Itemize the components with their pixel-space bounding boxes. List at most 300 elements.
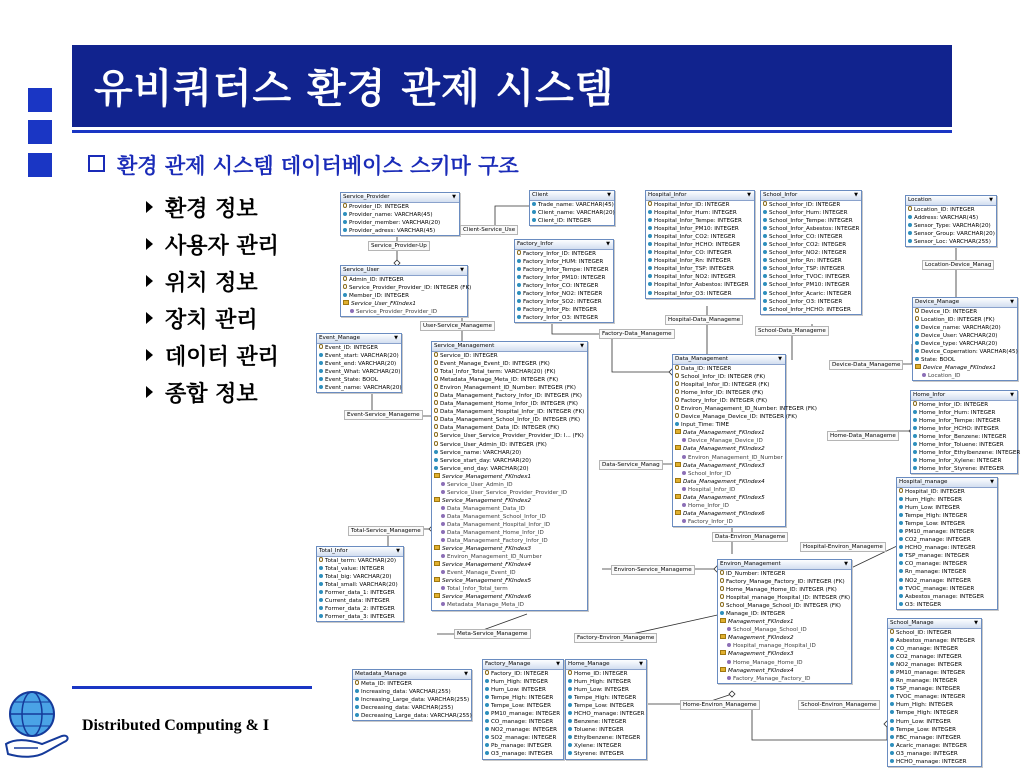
entity-field: [646, 257, 754, 265]
entity-field-text: Hospital_Infor_TSP: INTEGER: [654, 266, 734, 273]
entity-field: [483, 678, 563, 686]
entity-field-text: Data_Management_School_Infor_ID: INTEGER (FK): [440, 417, 581, 424]
field-icon: [648, 242, 652, 246]
field-icon: [319, 566, 323, 570]
entity-field: [483, 742, 563, 750]
entity-title-text: Home_Infor: [913, 392, 946, 398]
entity-field: [888, 629, 981, 637]
entity-field: [530, 217, 614, 225]
entity-field-text: Factory_Infor_Tempe: INTEGER: [523, 267, 609, 274]
index-field-icon: [441, 490, 445, 494]
entity-field-text: School_Infor_Tempe: INTEGER: [769, 218, 853, 225]
field-icon: [648, 226, 652, 230]
entity-field-text: Data_ID: INTEGER: [681, 366, 732, 372]
entity-title-text: Factory_Manage: [485, 661, 531, 667]
entity-field-text: Sensor_Loc: VARCHAR(255): [914, 239, 991, 246]
relation-label: Factory-Data_Manageme: [599, 329, 675, 339]
index-icon: [675, 478, 681, 483]
entity-field-text: Acaric_manage: INTEGER: [896, 742, 968, 749]
relation-label: Event-Service_Manageme: [344, 410, 423, 420]
relation-label: Service_Provider-Up: [368, 241, 430, 251]
entity-field-text: Hum_Low: INTEGER: [574, 687, 629, 694]
entity-field-text: Tempe_Low: INTEGER: [491, 703, 552, 710]
relation-label: Total-Service_Manageme: [348, 526, 424, 536]
entity-field: [515, 314, 613, 322]
field-icon: [890, 702, 894, 706]
entity-field-text: Event_Manage_Event_ID: INTEGER (FK): [440, 361, 550, 368]
entity-field-text: School_ID: INTEGER: [896, 630, 952, 636]
relation-label: Data-Service_Manag: [599, 460, 663, 470]
entity-field: [515, 290, 613, 298]
index-field-icon: [441, 530, 445, 534]
key-icon: [899, 488, 903, 493]
entity-field-text: Hum_High: INTEGER: [574, 679, 632, 686]
entity-field: [432, 473, 587, 481]
entity-field: [897, 536, 997, 544]
entity-field: [566, 726, 646, 734]
entity-field: [761, 209, 861, 217]
entity-field: [483, 710, 563, 718]
entity-title: [888, 619, 981, 629]
entity-field-text: Factory_Manage_Factory_ID: INTEGER (FK): [726, 579, 845, 586]
field-icon: [890, 727, 894, 731]
field-icon: [648, 274, 652, 278]
entity-field-text: CO2_manage: INTEGER: [905, 537, 971, 544]
field-icon: [319, 614, 323, 618]
entity-field-text: Management_FKIndex3: [728, 651, 794, 658]
entity-field: [673, 397, 785, 405]
field-icon: [899, 505, 903, 509]
key-icon: [434, 368, 438, 373]
entity-title-text: Metadata_Manage: [355, 671, 407, 677]
entity-field-text: Tempe_High: INTEGER: [896, 710, 959, 717]
field-icon: [648, 258, 652, 262]
field-icon: [763, 218, 767, 222]
entity-title: [341, 266, 467, 276]
entity-field-text: Home_Infor_ID: INTEGER: [919, 402, 989, 408]
entity-field-text: Management_FKIndex4: [728, 667, 794, 674]
index-icon: [720, 634, 726, 639]
entity-title: [897, 478, 997, 488]
relation-label: Hospital-Environ_Manageme: [800, 542, 886, 552]
key-icon: [434, 392, 438, 397]
key-icon: [355, 680, 359, 685]
entity-field-text: Event_Manage_Event_ID: [447, 570, 516, 577]
entity-field: [432, 368, 587, 376]
field-icon: [319, 582, 323, 586]
entity-field: [432, 505, 587, 513]
entity-field-text: Current_data: INTEGER: [325, 598, 390, 605]
entity-field: [761, 306, 861, 314]
entity-title: [906, 196, 996, 206]
field-icon: [319, 606, 323, 610]
entity-field-text: Hospital_Infor_O3: INTEGER: [654, 290, 732, 297]
entity-field-text: CO_manage: INTEGER: [896, 646, 959, 653]
field-icon: [319, 369, 323, 373]
entity-field: [353, 704, 471, 712]
entity-field-text: Factory_Infor_Pb: INTEGER: [523, 307, 598, 314]
entity-field-text: Data_Management_Home_Infor_ID: [447, 530, 544, 537]
entity-field: [432, 424, 587, 432]
entity-field: [761, 217, 861, 225]
field-icon: [899, 537, 903, 541]
entity-field-text: Environ_Management_ID_Number: [447, 554, 542, 561]
key-icon: [675, 397, 679, 402]
entity-field: [566, 718, 646, 726]
entity-title: [317, 334, 401, 344]
field-icon: [899, 569, 903, 573]
entity-field: [341, 227, 459, 235]
index-field-icon: [682, 519, 686, 523]
bullet-text: 사용자 관리: [165, 234, 279, 259]
entity-field: [913, 324, 1017, 332]
entity-field-text: Event_State: BOOL: [325, 377, 378, 384]
field-icon: [485, 695, 489, 699]
entity-field: [341, 308, 467, 316]
field-icon: [648, 250, 652, 254]
entity-field-text: Factory_Infor_CO: INTEGER: [523, 283, 599, 290]
key-icon: [675, 381, 679, 386]
field-icon: [899, 586, 903, 590]
entity-field: [913, 356, 1017, 364]
entity-field-text: Hospital_Infor_HCHO: INTEGER: [654, 242, 741, 249]
entity-title: [317, 547, 403, 557]
entity-field-text: Data_Management_FKIndex2: [683, 446, 765, 453]
key-icon: [319, 344, 323, 349]
entity-field-text: Metadata_Manage_Meta_ID: [447, 602, 524, 609]
key-icon: [720, 594, 724, 599]
entity-field: [913, 308, 1017, 316]
entity-field: [888, 645, 981, 653]
entity-field-text: Hum_High: INTEGER: [905, 497, 963, 504]
key-icon: [434, 424, 438, 429]
field-icon: [915, 341, 919, 345]
entity-field: [432, 537, 587, 545]
triangle-right-icon: [146, 238, 153, 250]
entity-field-text: Provider_member: VARCHAR(20): [349, 220, 441, 227]
title-bar: [72, 45, 952, 127]
entity-field-text: Tempe_Low: INTEGER: [896, 726, 957, 733]
entity-title-text: Location: [908, 197, 932, 203]
field-icon: [434, 458, 438, 462]
entity-field-text: Increasing_Large_data: VARCHAR(255): [361, 697, 470, 704]
field-icon: [913, 450, 917, 454]
entity-field-text: Location_ID: INTEGER (FK): [921, 317, 995, 324]
footer-rule: [72, 686, 312, 689]
index-field-icon: [441, 482, 445, 486]
entity-field-text: Factory_Infor_NO2: INTEGER: [523, 291, 603, 298]
entity-field: [432, 376, 587, 384]
entity-field-text: Metadata_Manage_Meta_ID: INTEGER (FK): [440, 377, 559, 384]
chevron-down-icon: ▼: [580, 343, 584, 349]
entity-field: [432, 360, 587, 368]
entity-field-text: Data_Management_Data_ID: [447, 505, 525, 512]
field-icon: [899, 497, 903, 501]
field-icon: [648, 218, 652, 222]
entity-field: [888, 758, 981, 766]
index-field-icon: [922, 373, 926, 377]
decor-square-3: [28, 153, 52, 177]
field-icon: [485, 711, 489, 715]
field-icon: [568, 727, 572, 731]
entity-field-text: Factory_Infor_O3: INTEGER: [523, 315, 599, 322]
chevron-down-icon: ▼: [990, 479, 994, 485]
entity-field: [317, 368, 401, 376]
relation-label: Device-Data_Manageme: [829, 360, 903, 370]
index-icon: [434, 497, 440, 502]
entity-field: [483, 702, 563, 710]
field-icon: [763, 266, 767, 270]
entity-table: [717, 559, 852, 684]
entity-field: [432, 545, 587, 553]
entity-field: [515, 274, 613, 282]
field-icon: [890, 719, 894, 723]
triangle-right-icon: [146, 312, 153, 324]
entity-title: [761, 191, 861, 201]
key-icon: [434, 376, 438, 381]
entity-field-text: Environ_Management_ID_Number: INTEGER (FK): [440, 385, 576, 392]
chevron-down-icon: ▼: [452, 194, 456, 200]
entity-field-text: Service_Management_FKIndex4: [442, 562, 532, 569]
bullet-item: [146, 266, 279, 303]
entity-title-text: Hospital_Infor: [648, 192, 687, 198]
entity-field: [646, 273, 754, 281]
entity-table: [340, 265, 472, 317]
chevron-down-icon: ▼: [747, 192, 751, 198]
entity-field: [897, 512, 997, 520]
entity-field: [341, 284, 472, 292]
field-icon: [890, 670, 894, 674]
chevron-down-icon: ▼: [639, 661, 643, 667]
entity-field: [718, 586, 851, 594]
entity-field-text: Styrene: INTEGER: [574, 751, 624, 758]
entity-field-text: Factory_Infor_ID: INTEGER: [523, 251, 597, 257]
entity-field: [432, 408, 587, 416]
field-icon: [890, 735, 894, 739]
key-icon: [648, 201, 652, 206]
entity-field-text: TVOC_manage: INTEGER: [905, 585, 975, 592]
entity-field: [761, 273, 861, 281]
entity-field-text: Sensor_Type: VARCHAR(20): [914, 223, 991, 230]
field-icon: [648, 282, 652, 286]
entity-field-text: TSP_manage: INTEGER: [896, 686, 961, 693]
entity-table: [431, 341, 588, 611]
entity-field: [761, 281, 861, 289]
entity-field: [897, 568, 997, 576]
index-icon: [675, 510, 681, 515]
entity-field-text: Tempe_High: INTEGER: [574, 695, 637, 702]
key-icon: [913, 401, 917, 406]
key-icon: [720, 578, 724, 583]
entity-table: [645, 190, 755, 299]
bullet-item: [146, 229, 279, 266]
index-field-icon: [441, 570, 445, 574]
entity-field: [673, 486, 785, 494]
relation-label: Environ-Service_Manageme: [611, 565, 695, 575]
entity-field-text: Data_Management_School_Infor_ID: [447, 513, 546, 520]
entity-field-text: Data_Management_Factory_Infor_ID: [447, 538, 548, 545]
field-icon: [648, 291, 652, 295]
chevron-down-icon: ▼: [778, 356, 782, 362]
entity-field-text: Total_Infor_Total_term: VARCHAR(20) (FK): [440, 369, 556, 376]
entity-field: [432, 529, 587, 537]
entity-field: [646, 265, 754, 273]
entity-field: [897, 593, 997, 601]
entity-field-text: Service_Management_FKIndex6: [442, 594, 532, 601]
entity-field: [913, 348, 1017, 356]
entity-field: [913, 340, 1017, 348]
entity-field-text: Service_name: VARCHAR(20): [440, 449, 522, 456]
field-icon: [355, 713, 359, 717]
entity-field: [317, 344, 401, 352]
entity-field: [761, 233, 861, 241]
entity-field: [673, 389, 785, 397]
entity-table: [672, 354, 817, 527]
field-icon: [568, 711, 572, 715]
field-icon: [915, 349, 919, 353]
slide-title: 유비쿼터스 환경 관제 시스템: [94, 66, 615, 112]
field-icon: [568, 751, 572, 755]
key-icon: [434, 384, 438, 389]
entity-field: [888, 701, 981, 709]
entity-field: [761, 298, 861, 306]
entity-field: [566, 750, 646, 758]
bullet-text: 종합 정보: [165, 382, 258, 407]
entity-field-text: Hum_High: INTEGER: [491, 679, 549, 686]
entity-field: [646, 281, 754, 289]
relation-label: School-Environ_Manageme: [798, 700, 880, 710]
entity-field-text: Device_type: VARCHAR(20): [921, 341, 998, 348]
field-icon: [763, 258, 767, 262]
entity-field-text: Admin_ID: INTEGER: [349, 277, 404, 283]
field-icon: [763, 210, 767, 214]
entity-field: [483, 750, 563, 758]
entity-field-text: ID_Number: INTEGER: [726, 571, 786, 577]
entity-field-text: School_Infor_NO2: INTEGER: [769, 250, 847, 257]
field-icon: [568, 735, 572, 739]
entity-field: [483, 694, 563, 702]
entity-field-text: Decreasing_Large_data: VARCHAR(255): [361, 713, 472, 720]
entity-field: [897, 496, 997, 504]
entity-field-text: Event_What: VARCHAR(20): [325, 369, 401, 376]
entity-field-text: Total_small: VARCHAR(20): [325, 582, 398, 589]
entity-table: [529, 190, 615, 226]
index-field-icon: [682, 455, 686, 459]
entity-title: [432, 342, 587, 352]
bullet-text: 환경 정보: [165, 197, 258, 222]
entity-field: [911, 409, 1017, 417]
entity-field: [432, 569, 587, 577]
entity-field-text: CO_manage: INTEGER: [905, 561, 968, 568]
entity-field-text: Client_name: VARCHAR(20): [538, 210, 615, 217]
entity-field-text: Data_Management_Factory_Infor_ID: INTEGER (FK): [440, 393, 582, 400]
field-icon: [675, 422, 679, 426]
entity-field-text: Hospital_Infor_Rn: INTEGER: [654, 258, 731, 265]
entity-field: [718, 634, 851, 642]
entity-field: [911, 433, 1017, 441]
entity-field: [718, 675, 851, 683]
entity-field: [483, 734, 563, 742]
entity-field: [341, 203, 459, 211]
entity-field-text: Provider_adress: VARCHAR(45): [349, 228, 436, 235]
index-field-icon: [682, 503, 686, 507]
entity-title: [353, 670, 471, 680]
entity-field: [317, 352, 401, 360]
entity-field-text: Hospital_Infor_CO2: INTEGER: [654, 234, 736, 241]
index-icon: [675, 429, 681, 434]
entity-field-text: Trade_name: VARCHAR(45): [538, 202, 614, 208]
index-icon: [675, 462, 681, 467]
entity-field: [432, 601, 587, 609]
entity-field: [566, 710, 646, 718]
entity-field: [673, 413, 798, 421]
entity-field-text: State: BOOL: [921, 357, 956, 364]
entity-field: [718, 570, 851, 578]
field-icon: [763, 234, 767, 238]
entity-field-text: Home_Infor_HCHO: INTEGER: [919, 426, 999, 433]
entity-field-text: School_Infor_Rn: INTEGER: [769, 258, 842, 265]
relation-label: Client-Service_Use: [460, 225, 518, 235]
entity-field: [913, 332, 1017, 340]
entity-field: [566, 702, 646, 710]
bullet-item: [146, 377, 279, 414]
entity-title: [673, 355, 785, 365]
entity-field: [646, 209, 754, 217]
entity-field-text: Home_Infor_Toluene: INTEGER: [919, 442, 1004, 449]
field-icon: [899, 561, 903, 565]
entity-field-text: Factory_Manage_Factory_ID: [733, 675, 811, 682]
field-icon: [485, 687, 489, 691]
field-icon: [319, 377, 323, 381]
entity-field-text: Meta_ID: INTEGER: [361, 681, 412, 687]
entity-field-text: Pb_manage: INTEGER: [491, 743, 552, 750]
field-icon: [485, 743, 489, 747]
entity-field-text: Factory_Infor_ID: INTEGER (FK): [681, 398, 768, 405]
field-icon: [319, 598, 323, 602]
entity-field-text: Data_Management_Home_Infor_ID: INTEGER (FK): [440, 401, 578, 408]
entity-field: [911, 417, 1017, 425]
entity-field-text: HCHO_manage: INTEGER: [896, 758, 967, 765]
decor-square-2: [28, 120, 52, 144]
entity-field-text: School_Infor_PM10: INTEGER: [769, 282, 850, 289]
field-icon: [913, 466, 917, 470]
key-icon: [675, 405, 679, 410]
field-icon: [908, 231, 912, 235]
entity-field-text: Decreasing_data: VARCHAR(255): [361, 705, 454, 712]
chevron-down-icon: ▼: [464, 671, 468, 677]
entity-field: [317, 557, 403, 565]
field-icon: [899, 553, 903, 557]
field-icon: [899, 529, 903, 533]
field-icon: [890, 743, 894, 747]
entity-field: [317, 384, 401, 392]
entity-field: [897, 560, 997, 568]
entity-field-text: School_Infor_Hum: INTEGER: [769, 210, 848, 217]
entity-title: [566, 660, 646, 670]
index-icon: [720, 618, 726, 623]
entity-field-text: School_Infor_ID: [688, 470, 732, 477]
entity-field-text: Service_User_Service_Provider_Provider_ID: [447, 489, 568, 496]
key-icon: [568, 670, 572, 675]
relation-label: Home-Environ_Manageme: [680, 700, 760, 710]
field-icon: [517, 307, 521, 311]
entity-field: [515, 266, 613, 274]
entity-field-text: Service_Provider_Provider_ID: [356, 309, 438, 316]
entity-table: [316, 333, 402, 393]
field-icon: [434, 450, 438, 454]
entity-field-text: Environ_Management_ID_Number: [688, 454, 783, 461]
field-icon: [485, 735, 489, 739]
